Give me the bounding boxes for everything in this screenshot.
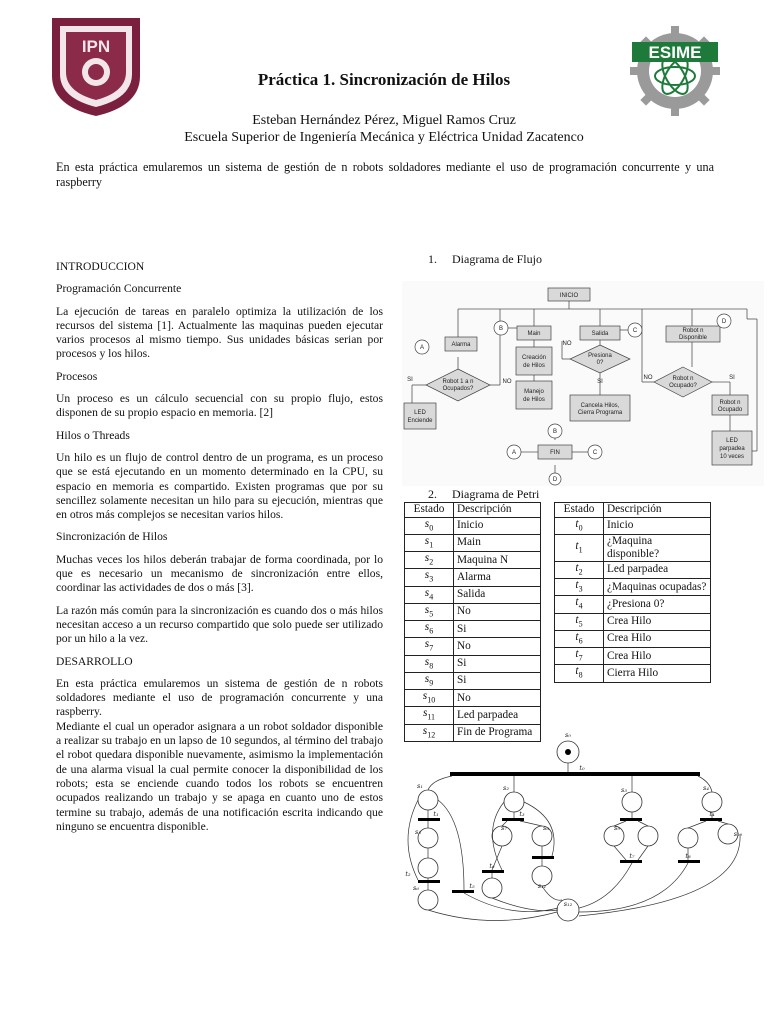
petri-s12: s₁₂ <box>563 900 573 908</box>
table-row <box>405 586 541 603</box>
transitions-description-cell: Cierra Hilo <box>604 665 711 682</box>
flow-led-parpadea-2: parpadea <box>719 446 745 452</box>
state-subscript: 3 <box>578 584 583 594</box>
states-description-cell: No <box>454 638 541 655</box>
petri-s7: s₇ <box>501 824 507 832</box>
states-symbol-cell <box>405 534 454 551</box>
table-row <box>555 579 711 596</box>
paper-title: Práctica 1. Sincronización de Hilos <box>257 70 511 89</box>
transitions-symbol-cell <box>555 517 604 534</box>
flow-robotn-1: Robot n <box>672 376 694 382</box>
state-subscript: 5 <box>429 609 434 618</box>
table-row <box>405 707 541 724</box>
transitions-description-cell: Crea Hilo <box>604 613 711 630</box>
states-description-cell: No <box>454 603 541 620</box>
states-symbol-cell <box>405 517 454 534</box>
petri-t3: t₃ <box>519 810 525 818</box>
transitions-symbol-cell <box>555 613 604 630</box>
transitions-table <box>554 502 711 683</box>
flow-no-2: NO <box>562 341 572 347</box>
states-description-cell: Fin de Programa <box>454 724 541 741</box>
state-subscript: 2 <box>578 567 583 576</box>
transitions-description-cell: ¿Presiona 0? <box>604 596 711 613</box>
state-subscript: 4 <box>578 601 583 611</box>
paragraph-sincronizacion-1: Muchas veces los hilos deberán trabajar de forma coordinada, por lo que es necesario un mecanismo de sincronización entre ellos, coordinar las actividades de dos o más [3]. <box>56 552 383 595</box>
flow-led-enciende-1: LED <box>414 410 426 416</box>
transitions-table-wrapper <box>554 502 711 683</box>
paragraph-procesos: Un proceso es un cálculo secuencial con su propio flujo, estos disponen de su propio espacio en memoria. [2] <box>56 392 383 420</box>
author-block <box>120 112 648 146</box>
transitions-symbol-cell <box>555 665 604 682</box>
states-description-cell: Alarma <box>454 569 541 586</box>
transitions-symbol-cell <box>555 596 604 613</box>
table-row <box>405 603 541 620</box>
institution: Escuela Superior de Ingeniería Mecánica y Eléctrica Unidad Zacatenco <box>184 130 584 145</box>
states-header-row <box>405 503 541 518</box>
flow-robot-disp-2: Disponible <box>678 335 708 341</box>
state-symbol: s <box>424 534 430 547</box>
table-row <box>405 621 541 638</box>
states-description-cell: Si <box>454 672 541 689</box>
state-symbol: t <box>575 596 579 609</box>
transitions-header-row <box>555 503 711 518</box>
states-description-cell: Si <box>454 621 541 638</box>
table-row <box>555 648 711 665</box>
flow-connector-b2: B <box>552 429 558 435</box>
flow-connector-c2: C <box>592 450 598 456</box>
state-subscript: 7 <box>578 653 583 663</box>
states-symbol-cell <box>405 638 454 655</box>
petri-t7: t₇ <box>629 852 635 860</box>
transitions-symbol-cell <box>555 534 604 561</box>
states-symbol-cell <box>405 672 454 689</box>
states-table <box>404 502 541 742</box>
state-symbol: t <box>575 648 579 660</box>
transitions-description-cell: ¿Maquina disponible? <box>604 534 711 561</box>
state-symbol: t <box>575 665 579 678</box>
flow-led-enciende-2: Enciende <box>407 418 433 424</box>
state-subscript: 0 <box>429 522 434 532</box>
esime-logo-text: ESIME <box>648 43 702 62</box>
states-symbol-cell <box>405 552 454 569</box>
table-row <box>555 561 711 578</box>
state-subscript: 8 <box>578 670 583 680</box>
paragraph-desarrollo-1: En esta práctica emularemos un sistema de gestión de n robots soldadores mediante el uso de programación concurrente y una raspberry. <box>56 676 383 719</box>
flow-cancela-1: Cancela Hilos, <box>580 403 620 409</box>
states-symbol-cell <box>405 690 454 707</box>
petri-s9: s₉ <box>614 824 620 832</box>
states-description-cell: Inicio <box>454 517 541 534</box>
flow-presiona-1: Presiona <box>588 353 612 359</box>
transitions-symbol-cell <box>555 630 604 647</box>
petri-s0: s₀ <box>565 731 571 739</box>
flow-led-parpadea-1: LED <box>726 438 738 444</box>
state-symbol: t <box>575 630 579 643</box>
state-symbol: s <box>424 569 430 582</box>
state-subscript: 4 <box>429 591 434 601</box>
petri-s8: s₈ <box>543 824 549 832</box>
flow-connector-c: C <box>632 328 638 334</box>
state-subscript: 10 <box>427 695 436 705</box>
flow-connector-a2: A <box>511 450 517 456</box>
states-description-cell: Led parpadea <box>454 707 541 724</box>
table-row <box>555 534 711 561</box>
state-symbol: s <box>424 603 430 616</box>
state-symbol: s <box>424 621 430 633</box>
table-row <box>555 665 711 682</box>
flow-creacion-2: de Hilos <box>523 363 545 369</box>
paragraph-programacion: La ejecución de tareas en paralelo optimiza la utilización de los recursos del sistema [1]. Actualmente las maquinas pueden ejecutar varios procesos al mismo tiempo. Sus unidades básicas serian por procesos y los hilos. <box>56 304 383 361</box>
flow-no-3: NO <box>643 375 653 381</box>
petri-s2: s₂ <box>503 784 509 792</box>
states-description-cell: Si <box>454 655 541 672</box>
states-description-cell: Salida <box>454 586 541 603</box>
state-subscript: 6 <box>578 636 583 645</box>
state-symbol: s <box>422 690 428 702</box>
state-subscript: 11 <box>427 712 436 722</box>
authors: Esteban Hernández Pérez, Miguel Ramos Cruz <box>252 113 516 128</box>
state-subscript: 3 <box>429 574 434 584</box>
states-description-cell: Maquina N <box>454 552 541 569</box>
subheading-procesos: Procesos <box>56 369 98 383</box>
state-symbol: t <box>575 517 579 530</box>
flow-si-3: SI <box>729 375 735 381</box>
transitions-header-cell: Descripción <box>604 503 711 518</box>
flow-presiona-2: 0? <box>596 360 604 366</box>
flow-connector-d: D <box>721 319 727 325</box>
table-row <box>405 690 541 707</box>
state-symbol: t <box>575 539 579 552</box>
states-symbol-cell <box>405 603 454 620</box>
states-symbol-cell <box>405 569 454 586</box>
states-header-cell: Estado <box>405 503 454 518</box>
state-subscript: 9 <box>429 678 434 687</box>
section-heading-desarrollo: DESARROLLO <box>56 654 133 668</box>
ipn-logo-text: IPN <box>81 37 111 56</box>
flow-creacion-1: Creación <box>521 355 547 361</box>
states-table-wrapper <box>404 502 541 742</box>
table-row <box>555 517 711 534</box>
left-column <box>56 260 383 842</box>
state-subscript: 0 <box>578 522 583 532</box>
state-symbol: s <box>424 586 430 599</box>
flow-connector-a: A <box>419 345 425 351</box>
section-heading-intro: INTRODUCCION <box>56 260 145 273</box>
table-row <box>405 534 541 551</box>
petri-s11: s₁₁ <box>537 882 547 890</box>
flow-salida: Salida <box>591 331 609 337</box>
transitions-description-cell: Crea Hilo <box>604 630 711 647</box>
table-row <box>555 630 711 647</box>
state-symbol: s <box>424 655 430 668</box>
table-row <box>405 569 541 586</box>
subheading-programacion: Programación Concurrente <box>56 282 182 296</box>
state-symbol: s <box>422 724 428 737</box>
flow-fin: FIN <box>550 450 560 456</box>
states-symbol-cell <box>405 655 454 672</box>
ipn-logo <box>48 14 144 118</box>
states-symbol-cell <box>405 586 454 603</box>
paragraph-hilos: Un hilo es un flujo de control dentro de un programa, es un proceso que se está ejecutando en un momento determinado en la CPU, su espacio en memoria es compartido. Existen programas que por su sencillez solamente necesitan un hilo para su ejecución, mientras que en otros más complejos se necesitan varios hilos. <box>56 450 383 522</box>
transitions-description-cell: Inicio <box>604 517 711 534</box>
petri-s6: s₆ <box>413 884 419 892</box>
flow-cancela-2: Cierra Programa <box>577 410 623 416</box>
petri-t4: t₄ <box>709 810 715 818</box>
state-symbol: t <box>575 561 579 574</box>
transitions-symbol-cell <box>555 579 604 596</box>
state-symbol: s <box>424 517 430 530</box>
flow-robot-ocupado-2: Ocupado <box>717 407 743 413</box>
states-symbol-cell <box>405 707 454 724</box>
flowchart <box>402 281 764 486</box>
states-header-cell: Descripción <box>454 503 541 518</box>
transitions-description-cell: Crea Hilo <box>604 648 711 665</box>
flow-robot-disp-1: Robot n <box>682 328 704 334</box>
paragraph-desarrollo-2: Mediante el cual un operador asignara a un robot soldador disponible a realizar su trabajo en un lapso de 10 segundos, al término del trabajo el robot quedara disponible nuevamente, asimismo la implementación de una alarma visual la cual permite conocer la disponibilidad de los robots; esta se enciende cuando todos los robots se encuentren ocupados realizando un trabajo y se apaga en cuanto uno de estos termine su trabajo, además de una notificación escrita indicando que ninguno se encuentra disponible. <box>56 719 383 833</box>
esime-logo <box>628 24 722 118</box>
table-row <box>555 596 711 613</box>
petri-s5: s₅ <box>415 828 421 836</box>
table-row <box>405 517 541 534</box>
flow-robot1-2: Ocupados? <box>442 386 474 392</box>
state-symbol: s <box>424 552 430 564</box>
petri-s1: s₁ <box>417 782 423 790</box>
transitions-description-cell: ¿Maquinas ocupadas? <box>604 579 711 596</box>
flow-si-1: SI <box>407 377 413 383</box>
flow-no-1: NO <box>502 379 512 385</box>
state-subscript: 2 <box>429 557 434 567</box>
state-subscript: 1 <box>578 544 583 554</box>
petri-net-diagram <box>392 730 756 936</box>
flow-main: Main <box>527 331 541 337</box>
subheading-hilos: Hilos o Threads <box>56 428 130 442</box>
state-symbol: s <box>422 707 428 720</box>
state-subscript: 5 <box>578 618 583 628</box>
transitions-header-cell: Estado <box>555 503 604 518</box>
state-subscript: 1 <box>429 540 434 549</box>
transitions-description-cell: Led parpadea <box>604 561 711 578</box>
petri-t5: t₅ <box>469 882 475 890</box>
petri-t6: t₆ <box>489 862 495 870</box>
table-row <box>405 655 541 672</box>
states-symbol-cell <box>405 621 454 638</box>
state-symbol: t <box>575 579 579 591</box>
petri-s4: s₄ <box>703 784 709 792</box>
flow-manejo-2: de Hilos <box>523 397 545 403</box>
state-subscript: 6 <box>429 626 434 636</box>
table-row <box>555 613 711 630</box>
flow-inicio: INICIO <box>559 293 579 299</box>
table-row <box>405 638 541 655</box>
petri-t1: t₁ <box>433 810 439 818</box>
state-symbol: s <box>424 672 430 685</box>
figure-2-caption: 2. Diagrama de Petri <box>428 487 540 501</box>
flow-robotn-2: Ocupado? <box>669 383 697 389</box>
petri-s3: s₃ <box>621 786 627 794</box>
subheading-sincronizacion: Sincronización de Hilos <box>56 530 168 544</box>
flow-robot-ocupado-1: Robot n <box>719 400 741 406</box>
state-subscript: 12 <box>427 729 436 739</box>
state-symbol: t <box>575 613 579 626</box>
state-symbol: s <box>424 638 430 651</box>
flow-connector-d2: D <box>552 477 558 483</box>
transitions-symbol-cell <box>555 648 604 665</box>
flow-connector-b: B <box>498 326 504 332</box>
petri-t2: t₂ <box>405 870 411 878</box>
flow-robot1-1: Robot 1 a n <box>442 379 474 385</box>
figure-1-caption: 1. Diagrama de Flujo <box>428 252 542 266</box>
table-row <box>405 672 541 689</box>
table-row <box>405 552 541 569</box>
flow-manejo-1: Manejo <box>524 389 544 395</box>
flow-si-2: SI <box>597 379 603 385</box>
paragraph-sincronizacion-2: La razón más común para la sincronización es cuando dos o más hilos necesitan acceso a un recurso compartido que solo puede ser utilizado por un hilo a la vez. <box>56 603 383 646</box>
petri-s10: s₁₀ <box>733 830 743 838</box>
petri-t0: t₀ <box>579 764 585 772</box>
abstract: En esta práctica emularemos un sistema de gestión de n robots soldadores mediante el uso de programación concurrente y una raspberry <box>56 160 714 189</box>
states-description-cell: Main <box>454 534 541 551</box>
transitions-symbol-cell <box>555 561 604 578</box>
flow-led-parpadea-3: 10 veces <box>719 454 745 460</box>
state-subscript: 7 <box>429 643 434 653</box>
state-subscript: 8 <box>429 660 434 670</box>
petri-t8: t₈ <box>685 852 691 860</box>
states-description-cell: No <box>454 690 541 707</box>
flow-alarma: Alarma <box>451 342 471 348</box>
